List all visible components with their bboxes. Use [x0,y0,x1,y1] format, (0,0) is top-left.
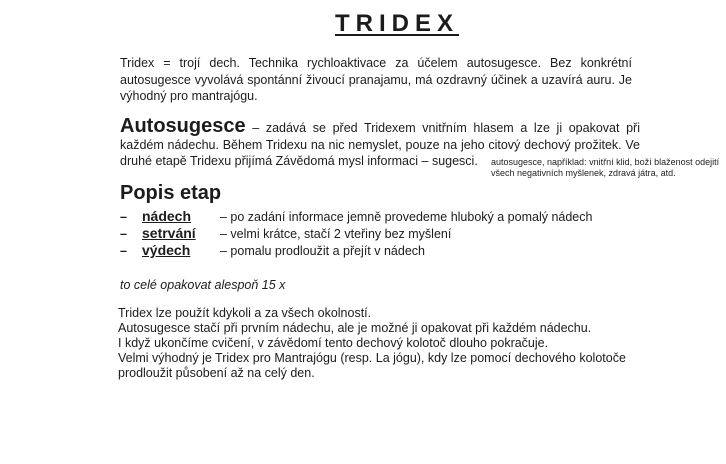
closing-line: Autosugesce stačí při prvním nádechu, ale je možné ji opakovat při každém nádechu. [118,321,592,335]
steps-list [120,208,592,259]
autosugesce-text: – zadává se před Tridexem vnitřním hlasem a lze ji opakovat při každém nádechu. Během Tridexu na nic nemyslet, pouze na jeho citový dechový prožitek. Ve druhé etapě Tridexu přijímá Závědomá mysl informaci – sugesci. [120,121,640,168]
autosugesce-heading: Autosugesce [120,115,246,137]
step-desc: – velmi krátce, stačí 2 vteřiny bez myšlení [220,227,452,241]
step-term: nádech [142,208,192,224]
closing-line: I když ukončíme cvičení, v závědomí tento dechový kolotoč dlouho pokračuje. [118,336,549,350]
closing-line: Tridex lze použít kdykoli a za všech okolností. [118,306,372,320]
step-inhale [120,208,592,225]
closing-line: prodloužit působení až na celý den. [118,366,315,380]
step-dash: – [120,244,127,258]
step-desc: – pomalu prodloužit a přejít v nádech [220,244,425,258]
step-term: výdech [142,242,191,258]
step-dash: – [120,227,127,241]
step-desc: – po zadání informace jemně provedeme hluboký a pomalý nádech [220,210,593,224]
repeat-note: to celé opakovat alespoň 15 x [120,278,286,292]
closing-paragraph [118,306,638,381]
step-exhale [120,242,592,259]
closing-line: Velmi výhodný je Tridex pro Mantrajógu (resp. La jógu), kdy lze pomocí dechového kolotoče [118,351,626,365]
step-dash: – [120,210,127,224]
step-hold [120,225,592,242]
popis-heading: Popis etap [120,182,222,204]
autosugesce-note: autosugesce, například: vnitřní klid, boží blaženost odejití všech negativních myšlenek, zdravá játra, atd. [491,157,720,178]
intro-paragraph: Tridex = trojí dech. Technika rychloaktivace za účelem autosugesce. Bez konkrétní autosugesce vyvolává spontánní živoucí pranajamu, má ozdravný účinek a uzavírá auru. Je výhodný pro mantrajógu. [120,56,632,103]
step-term: setrvání [142,225,196,241]
page-title: TRIDEX [334,10,459,37]
